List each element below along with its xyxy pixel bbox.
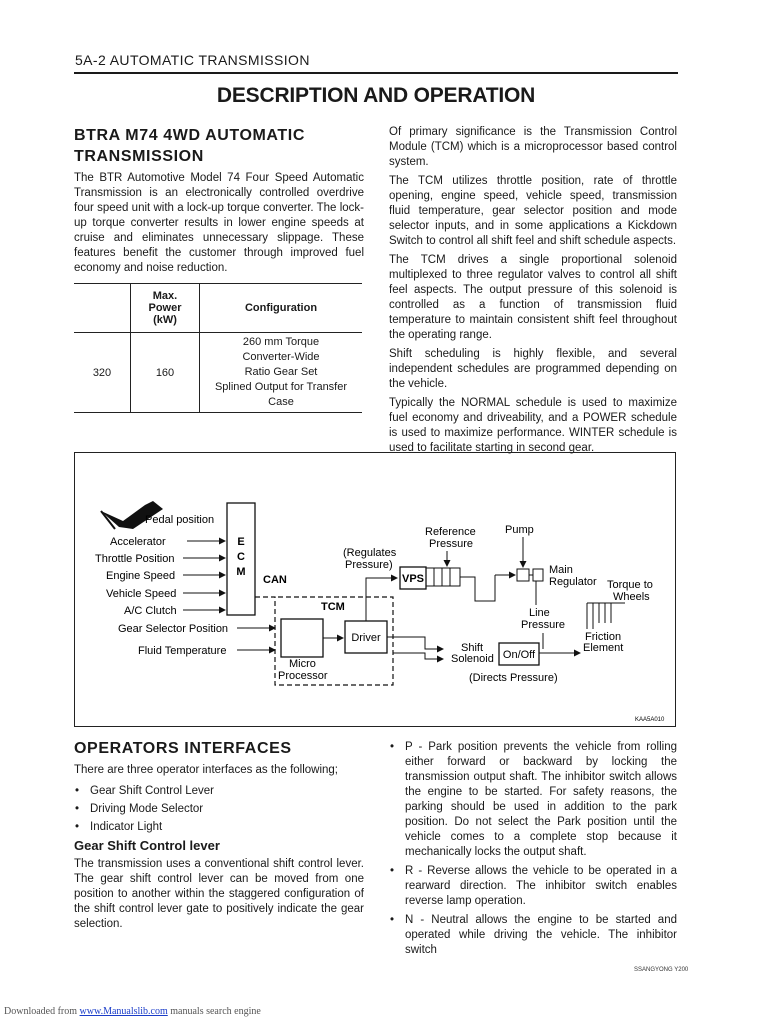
main-regulator-label: Main (549, 564, 573, 576)
input-label: Vehicle Speed (106, 588, 177, 600)
reference-label: Pressure (429, 538, 474, 550)
power-header-line: Max. (152, 290, 178, 302)
table-cell-model: 320 (74, 333, 131, 413)
transmission-heading (74, 125, 364, 167)
right-column (389, 125, 677, 460)
operators-intro: There are three operator interfaces as the following; (74, 764, 339, 776)
pump-label: Pump (505, 524, 534, 536)
onoff-label: On/Off (502, 649, 536, 661)
operators-heading: OPERATORS INTERFACES (74, 740, 292, 757)
input-label: Accelerator (110, 536, 166, 548)
list-item: • Indicator Light (74, 818, 364, 836)
shift-solenoid-label: Shift (461, 642, 484, 654)
config-line: Ratio Gear Set (244, 366, 318, 378)
table-header-power (131, 284, 200, 333)
micro-label: Micro (289, 658, 316, 670)
ecm-letter: C (237, 551, 245, 563)
download-footer (4, 1006, 261, 1017)
list-item: • P - Park position prevents the vehicle from rolling either forward or backward by locking the transmission output shaft. The inhibitor switch allows the engine to be started. For safety reasons, the parking should be used in addition to the park position. Do not select the Park position until the vehicle comes to a complete stop because it mechanically locks the output shaft. (389, 740, 677, 860)
micro-label: Processor (278, 670, 328, 682)
diagram-canvas (75, 453, 675, 726)
can-label: CAN (263, 574, 287, 586)
schedule-modes-paragraph: Typically the NORMAL schedule is used to maximize fuel economy and driveability, and a POWER schedule is used to maximize performance. WINTER schedule is used to facilitate starting in second gear. (389, 397, 677, 454)
positions-list (389, 740, 677, 958)
friction-label: Element (583, 642, 624, 654)
regulates-label: (Regulates (343, 547, 397, 559)
heading-line-1: BTRA M74 4WD AUTOMATIC (74, 127, 305, 144)
intro-paragraph: The BTR Automotive Model 74 Four Speed Automatic Transmission is an electronically controlled overdrive four speed unit with a lock-up torque converter. The lock-up torque converter results in lower engine speeds at cruise and eliminates unnecessary slippage. These features benefit the customer through improved fuel economy and noise reduction. (74, 172, 364, 274)
table-cell-power: 160 (131, 333, 200, 413)
line-pressure-label: Pressure (521, 619, 566, 631)
table-header-config: Configuration (200, 284, 363, 333)
driver-label: Driver (351, 632, 381, 644)
torque-label: Wheels (613, 591, 650, 603)
config-line: Converter-Wide (242, 351, 320, 363)
config-line: Case (268, 396, 294, 408)
shift-solenoid-label: Solenoid (451, 653, 494, 665)
friction-label: Friction (585, 631, 622, 643)
list-item: • Driving Mode Selector (74, 800, 364, 818)
table-header-model (74, 284, 131, 333)
config-line: 260 mm Torque (242, 336, 320, 348)
left-column (74, 125, 364, 280)
list-item: • N - Neutral allows the engine to be started and operated while driving the vehicle. The inhibitor switch (389, 913, 677, 958)
power-header-line: (kW) (153, 314, 177, 326)
tcm-paragraph: Of primary significance is the Transmission Control Module (TCM) which is a microprocessor based control system. (389, 126, 677, 168)
table-cell-config (200, 333, 363, 413)
vps-valve (426, 568, 460, 586)
driver-to-solenoid-arrow-2 (393, 653, 443, 659)
header-rule (74, 72, 678, 74)
driver-to-vps-arrow (366, 578, 397, 621)
inputs-paragraph: The TCM utilizes throttle position, rate of throttle opening, engine speed, vehicle speed, transmission fluid temperature, gear selector position and mode selector inputs, and in some applications a Kickdown Switch to control all shift feel and shift schedule aspects. (389, 175, 677, 247)
spec-table (74, 283, 362, 413)
operators-section (74, 738, 364, 936)
reference-label: Reference (425, 526, 476, 538)
driver-to-solenoid-arrow (387, 637, 443, 649)
tcm-block-diagram (74, 452, 676, 727)
config-line: Splined Output for Transfer (214, 381, 348, 393)
pedal-label: Pedal position (145, 514, 215, 526)
main-regulator-valve (517, 569, 543, 581)
ecm-letter: M (236, 566, 246, 578)
solenoid-paragraph: The TCM drives a single proportional solenoid multiplexed to three regulator valves to control all shift feel aspects. The output pressure of this solenoid is controlled as a function of transmission fluid temperature to maintain consistent shift feel throughout the operating range. (389, 254, 677, 341)
input-label: Gear Selector Position (118, 623, 229, 635)
page-title: DESCRIPTION AND OPERATION (216, 84, 536, 107)
directs-label: (Directs Pressure) (469, 672, 558, 684)
input-label: A/C Clutch (124, 605, 177, 617)
microprocessor-box (281, 619, 323, 657)
input-label: Engine Speed (106, 570, 176, 582)
regulates-label: Pressure) (345, 559, 393, 571)
download-prefix: Downloaded from (4, 1006, 78, 1017)
brand-footer: SSANGYONG Y200 (634, 967, 689, 973)
tcm-label: TCM (321, 601, 345, 613)
download-suffix: manuals search engine (170, 1006, 261, 1017)
list-item: • R - Reverse allows the vehicle to be operated in a rearward direction. The inhibitor switch enables reverse lamp operation. (389, 864, 677, 909)
line-pressure-label: Line (529, 607, 550, 619)
scheduling-paragraph: Shift scheduling is highly flexible, and several independent schedules are programmed depending on the vehicle. (389, 348, 677, 390)
gear-shift-heading: Gear Shift Control lever (74, 838, 220, 853)
torque-label: Torque to (607, 579, 653, 591)
table-header-row (74, 284, 362, 333)
vps-to-regulator-line (460, 575, 495, 601)
table-row (74, 333, 362, 413)
power-header-line: Power (148, 302, 182, 314)
main-regulator-label: Regulator (549, 576, 597, 588)
gear-shift-paragraph: The transmission uses a conventional shift control lever. The gear shift control lever can be moved from one position to another within the staggered configuration of the shift control lever gate to positively indicate the gear selection. (74, 858, 364, 930)
vps-label: VPS (401, 573, 425, 585)
list-item: • Gear Shift Control Lever (74, 782, 364, 800)
ecm-letter: E (237, 536, 245, 548)
input-label: Fluid Temperature (138, 645, 227, 657)
heading-line-2: TRANSMISSION (74, 148, 204, 165)
manualslib-link[interactable]: www.Manualslib.com (79, 1006, 168, 1017)
section-header: 5A-2 AUTOMATIC TRANSMISSION (75, 52, 310, 68)
figure-code: KAA5A010 (635, 717, 665, 723)
input-label: Throttle Position (95, 553, 175, 565)
friction-element (587, 603, 625, 629)
operators-list (74, 782, 364, 836)
